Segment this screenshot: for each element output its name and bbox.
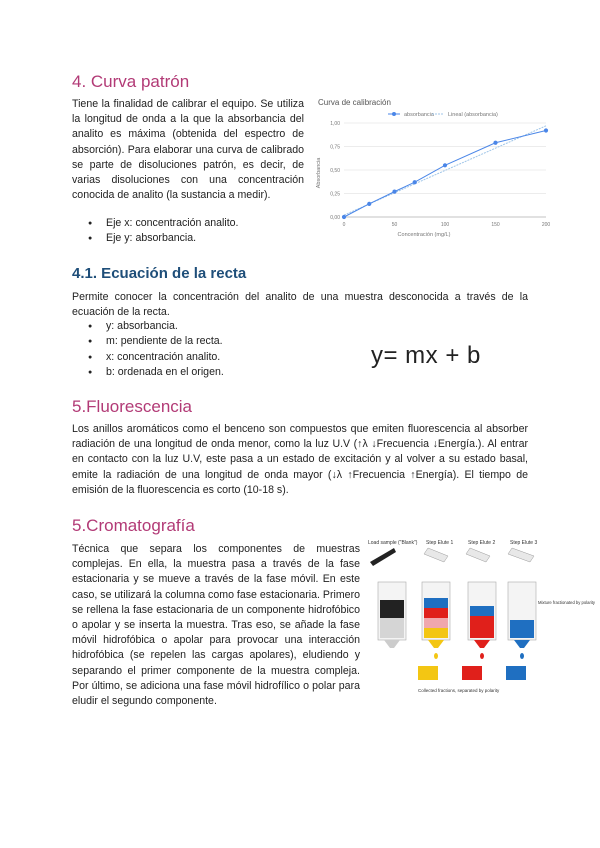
sample-pipette — [370, 548, 396, 566]
diagram-label-elute-2: Step Elute 2 — [468, 540, 496, 546]
y-tick-label: 1,00 — [330, 121, 340, 127]
funnel-1 — [424, 548, 448, 562]
legend-label-trend: Lineal (absorbancia) — [448, 112, 498, 118]
section-4-1-title: 4.1. Ecuación de la recta — [72, 265, 247, 282]
section-4-1-paragraph: Permite conocer la concentración del analito de una muestra desconocida a través de la ecuación de la recta. — [72, 291, 528, 319]
y-tick-label: 0,50 — [330, 168, 340, 174]
chart-legend — [388, 112, 498, 118]
section-5-title: 5.Fluorescencia — [72, 397, 193, 416]
list-item: ● m: pendiente de la recta. — [72, 334, 332, 349]
funnel-2 — [466, 548, 490, 562]
column-2-blue-band — [424, 598, 448, 608]
chromatography-diagram — [364, 536, 596, 698]
diagram-bottom-note: Collected fractions, separated by polarity — [418, 688, 500, 693]
data-point — [544, 128, 548, 132]
data-point — [413, 180, 417, 184]
y-tick-label: 0,00 — [330, 215, 340, 221]
column-1-tip — [384, 640, 400, 648]
column-3-red-band — [470, 616, 494, 638]
fraction-yellow — [418, 666, 438, 680]
legend-label-series: absorbancia — [404, 112, 434, 118]
column-1-sample-band — [380, 600, 404, 618]
chart-xlabel: Concentración (mg/L) — [397, 232, 451, 238]
data-point — [392, 190, 396, 194]
list-item: ● Eje y: absorbancia. — [72, 231, 304, 246]
list-item: ● x: concentración analito. — [72, 350, 332, 365]
x-tick-label: 50 — [391, 222, 398, 228]
fraction-blue — [506, 666, 526, 680]
section-5-chromatography-title: 5.Cromatografía — [72, 516, 195, 535]
fraction-red — [462, 666, 482, 680]
chart-title: Curva de calibración — [318, 98, 391, 107]
x-tick-label: 100 — [440, 222, 450, 228]
diagram-label-load: Load sample ("Blank") — [368, 540, 418, 546]
data-point — [443, 163, 447, 167]
list-item: ● Eje x: concentración analito. — [72, 216, 304, 231]
column-2-yellow-band — [424, 628, 448, 638]
x-tick-label: 200 — [541, 222, 551, 228]
column-2-drop — [434, 653, 438, 659]
list-item: ● b: ordenada en el origen. — [72, 365, 332, 380]
column-2-tip — [428, 640, 444, 648]
y-tick-label: 0,75 — [330, 144, 340, 151]
diagram-label-elute-3: Step Elute 3 — [510, 540, 538, 546]
column-4-tip — [514, 640, 530, 648]
diagram-right-note: Mixture fractionated by polarity — [538, 600, 596, 605]
section-5-paragraph: Los anillos aromáticos como el benceno son compuestos que emiten fluorescencia al absorber radiación de una longitud de onda menor, como la luz U.V (↑λ ↓Frecuencia ↓Energía.). Al entrar en contacto con la luz U.V, este pasa a un estado de excitación y al volver a su estado basal, emite la radiación de una longitud de onda mayor (↓λ ↑Frecuencia ↑Energía). El tiempo de emisión de la fluorescencia es corto (10-18 s). — [72, 423, 528, 496]
x-tick-label: 0 — [342, 222, 346, 228]
calibration-chart — [314, 95, 556, 245]
section-4-paragraph: Tiene la finalidad de calibrar el equipo. Se utiliza la longitud de onda a la que la absorbancia del analito es máxima (obtenida del espectro de absorción). Para elaborar una curva de calibrado se parte de disoluciones patrón, es decir, de varias disoluciones con una concentración conocida de analito (la sustancia a medir). — [72, 98, 304, 202]
column-3-blue-band — [470, 606, 494, 616]
column-4-blue-band — [510, 620, 534, 638]
funnel-3 — [508, 548, 534, 562]
column-3-drop — [480, 653, 484, 659]
data-point — [342, 215, 346, 219]
column-2-pink-band — [424, 618, 448, 628]
chart-ylabel: Absorbancia — [316, 157, 322, 189]
section-4-title: 4. Curva patrón — [72, 72, 190, 91]
column-3-tip — [474, 640, 490, 648]
section-4-bullets — [72, 216, 304, 247]
diagram-label-elute-1: Step Elute 1 — [426, 540, 454, 546]
column-4-drop — [520, 653, 524, 659]
x-tick-label: 150 — [491, 222, 500, 228]
series-line — [344, 131, 546, 217]
legend-marker-dot — [392, 112, 396, 116]
data-point — [367, 202, 371, 206]
column-1-stationary-phase — [380, 618, 404, 638]
y-tick-label: 0,25 — [330, 191, 340, 198]
list-item: ● y: absorbancia. — [72, 319, 332, 334]
line-equation: y= mx + b — [371, 342, 481, 369]
section-5-chromatography-paragraph: Técnica que separa los componentes de muestras complejas. En ella, la muestra pasa a través de la fase estacionaria y se mueve a través de la fase móvil. En este caso, se utilizará la columna como fase estacionaria. Primero se rellena la fase estacionaria de un componente hidrofóbico o apolar y se inserta la muestra. Tras eso, se añade la fase móvil hidrofóbica o apolar para provocar una interacción hidrofóbica (se repelen las cargas apolares), eludiendo y separando el primer componente de la muestra compleja. Por último, se adiciona una fase móvil hidrofílico o polar para eludir el segundo componente. — [72, 543, 360, 708]
data-point — [493, 141, 497, 145]
section-4-1-bullets — [72, 319, 332, 381]
column-2-red-band — [424, 608, 448, 618]
